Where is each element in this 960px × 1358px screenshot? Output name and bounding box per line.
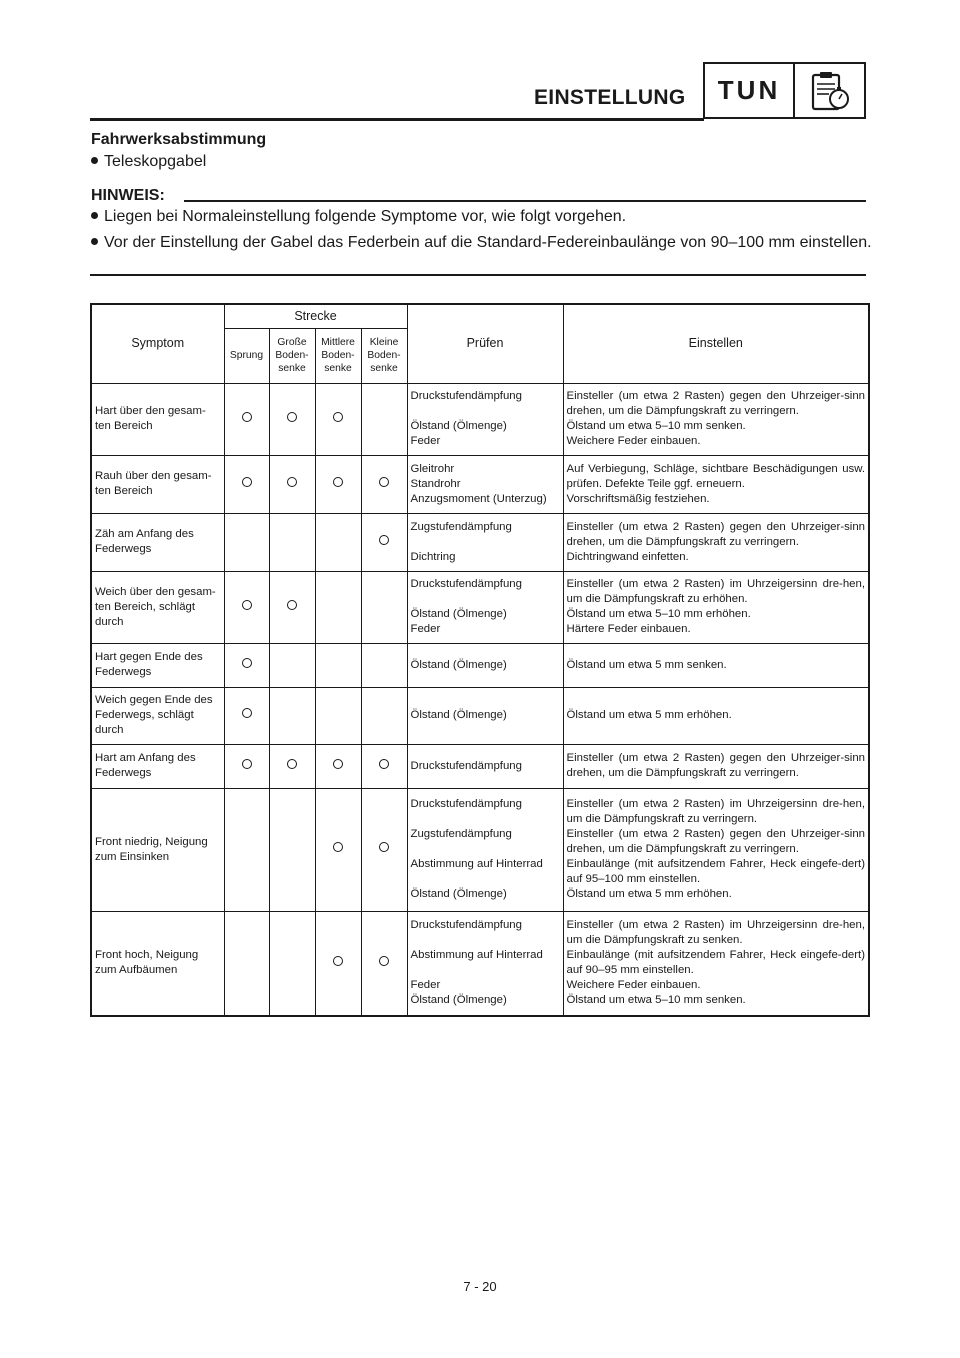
bullet-icon: [91, 212, 98, 219]
pruefen-cell: Druckstufendämpfung Ölstand (Ölmenge) Feder: [407, 571, 563, 643]
symptom-cell: Weich über den gesam- ten Bereich, schlägt durch: [91, 571, 224, 643]
einstellen-cell: Einsteller (um etwa 2 Rasten) im Uhrzeigersinn dre-hen, um die Dämpfungskraft zu erhöhen. Ölstand um etwa 5–10 mm erhöhen. Härtere Feder einbauen.: [563, 571, 869, 643]
table-row: [91, 911, 869, 1016]
check-circle-icon: [242, 708, 252, 718]
symptom-cell: Hart gegen Ende des Federwegs: [91, 643, 224, 687]
subitem: [91, 153, 206, 171]
einstellen-cell: Ölstand um etwa 5 mm erhöhen.: [563, 687, 869, 744]
header-sprung: Sprung: [224, 328, 269, 383]
einstellen-cell: Einsteller (um etwa 2 Rasten) gegen den Uhrzeiger-sinn drehen, um die Dämpfungskraft zu verringern.: [563, 744, 869, 788]
table-row: [91, 687, 869, 744]
einstellen-cell: Einsteller (um etwa 2 Rasten) gegen den Uhrzeiger-sinn drehen, um die Dämpfungskraft zu verringern. Ölstand um etwa 5–10 mm senken. Weichere Feder einbauen.: [563, 383, 869, 455]
einstellen-cell: Einsteller (um etwa 2 Rasten) gegen den Uhrzeiger-sinn drehen, um die Dämpfungskraft zu verringern. Dichtringwand einfetten.: [563, 513, 869, 571]
check-circle-icon: [333, 477, 343, 487]
check-circle-icon: [287, 759, 297, 769]
table-row: [91, 455, 869, 513]
pruefen-cell: Ölstand (Ölmenge): [407, 687, 563, 744]
einstellen-cell: Ölstand um etwa 5 mm senken.: [563, 643, 869, 687]
check-circle-icon: [379, 842, 389, 852]
check-circle-icon: [333, 759, 343, 769]
check-circle-icon: [333, 956, 343, 966]
pruefen-cell: Druckstufendämpfung Abstimmung auf Hinterrad Feder Ölstand (Ölmenge): [407, 911, 563, 1016]
pruefen-cell: Druckstufendämpfung Ölstand (Ölmenge) Feder: [407, 383, 563, 455]
header-einstellen: Einstellen: [563, 304, 869, 383]
header-grosse-bodensenke: Große Boden- senke: [269, 328, 315, 383]
check-circle-icon: [379, 759, 389, 769]
note-label: HINWEIS:: [91, 187, 165, 204]
check-circle-icon: [287, 412, 297, 422]
note-rule: [184, 200, 866, 202]
symptom-cell: Rauh über den gesam- ten Bereich: [91, 455, 224, 513]
chapter-badge: [703, 62, 866, 119]
header-mittlere-bodensenke: Mittlere Boden- senke: [315, 328, 361, 383]
note-item-1: [91, 208, 867, 226]
section-title: Fahrwerksabstimmung: [91, 131, 267, 148]
symptom-cell: Zäh am Anfang des Federwegs: [91, 513, 224, 571]
check-circle-icon: [379, 477, 389, 487]
check-circle-icon: [242, 759, 252, 769]
check-circle-icon: [242, 412, 252, 422]
note-item-text: Vor der Einstellung der Gabel das Federbein auf die Standard-Federeinbaulänge von 90–100 mm einstellen.: [104, 234, 872, 251]
einstellen-cell: Auf Verbiegung, Schläge, sichtbare Beschädigungen usw. prüfen. Defekte Teile ggf. erneuern. Vorschriftsmäßig festziehen.: [563, 455, 869, 513]
table-row: [91, 744, 869, 788]
pruefen-cell: Zugstufendämpfung Dichtring: [407, 513, 563, 571]
check-circle-icon: [287, 600, 297, 610]
check-circle-icon: [242, 600, 252, 610]
header-rule: [90, 118, 704, 121]
table-row: [91, 383, 869, 455]
note-item-2: [91, 231, 874, 254]
chapter-code: TUN: [705, 64, 795, 117]
pruefen-cell: Druckstufendämpfung: [407, 744, 563, 788]
pruefen-cell: Gleitrohr Standrohr Anzugsmoment (Unterzug): [407, 455, 563, 513]
table-row: [91, 788, 869, 911]
chapter-title: EINSTELLUNG: [534, 86, 686, 109]
table-row: [91, 513, 869, 571]
subitem-label: Teleskopgabel: [104, 153, 207, 170]
clipboard-stopwatch-icon: [795, 64, 864, 117]
symptom-cell: Hart über den gesam- ten Bereich: [91, 383, 224, 455]
bullet-icon: [91, 238, 98, 245]
page-number: 7 - 20: [463, 1279, 497, 1294]
header-pruefen: Prüfen: [407, 304, 563, 383]
tuning-table: [90, 303, 870, 1017]
check-circle-icon: [242, 477, 252, 487]
einstellen-cell: Einsteller (um etwa 2 Rasten) im Uhrzeigersinn dre-hen, um die Dämpfungskraft zu verringern. Einsteller (um etwa 2 Rasten) gegen den Uhrzeiger-sinn drehen, um die Dämpfungskraft zu verringern. Einbaulänge (mit aufsitzendem Fahrer, Heck eingefe-dert) auf 95–100 mm einstellen. Ölstand um etwa 5 mm erhöhen.: [563, 788, 869, 911]
symptom-cell: Weich gegen Ende des Federwegs, schlägt durch: [91, 687, 224, 744]
symptom-cell: Front hoch, Neigung zum Aufbäumen: [91, 911, 224, 1016]
check-circle-icon: [379, 535, 389, 545]
note-item-text: Liegen bei Normaleinstellung folgende Symptome vor, wie folgt vorgehen.: [104, 208, 627, 225]
check-circle-icon: [333, 842, 343, 852]
check-circle-icon: [333, 412, 343, 422]
table-row: [91, 571, 869, 643]
check-circle-icon: [242, 658, 252, 668]
note-end-rule: [90, 274, 866, 276]
header-strecke: Strecke: [224, 304, 407, 328]
header-symptom: Symptom: [91, 304, 224, 383]
check-circle-icon: [287, 477, 297, 487]
table-row: [91, 643, 869, 687]
check-circle-icon: [379, 956, 389, 966]
symptom-cell: Front niedrig, Neigung zum Einsinken: [91, 788, 224, 911]
pruefen-cell: Druckstufendämpfung Zugstufendämpfung Abstimmung auf Hinterrad Ölstand (Ölmenge): [407, 788, 563, 911]
header-kleine-bodensenke: Kleine Boden- senke: [361, 328, 407, 383]
einstellen-cell: Einsteller (um etwa 2 Rasten) im Uhrzeigersinn dre-hen, um die Dämpfungskraft zu senken. Einbaulänge (mit aufsitzendem Fahrer, Heck eingefe-dert) auf 90–95 mm einstellen. Weichere Feder einbauen. Ölstand um etwa 5–10 mm senken.: [563, 911, 869, 1016]
symptom-cell: Hart am Anfang des Federwegs: [91, 744, 224, 788]
pruefen-cell: Ölstand (Ölmenge): [407, 643, 563, 687]
bullet-icon: [91, 157, 98, 164]
